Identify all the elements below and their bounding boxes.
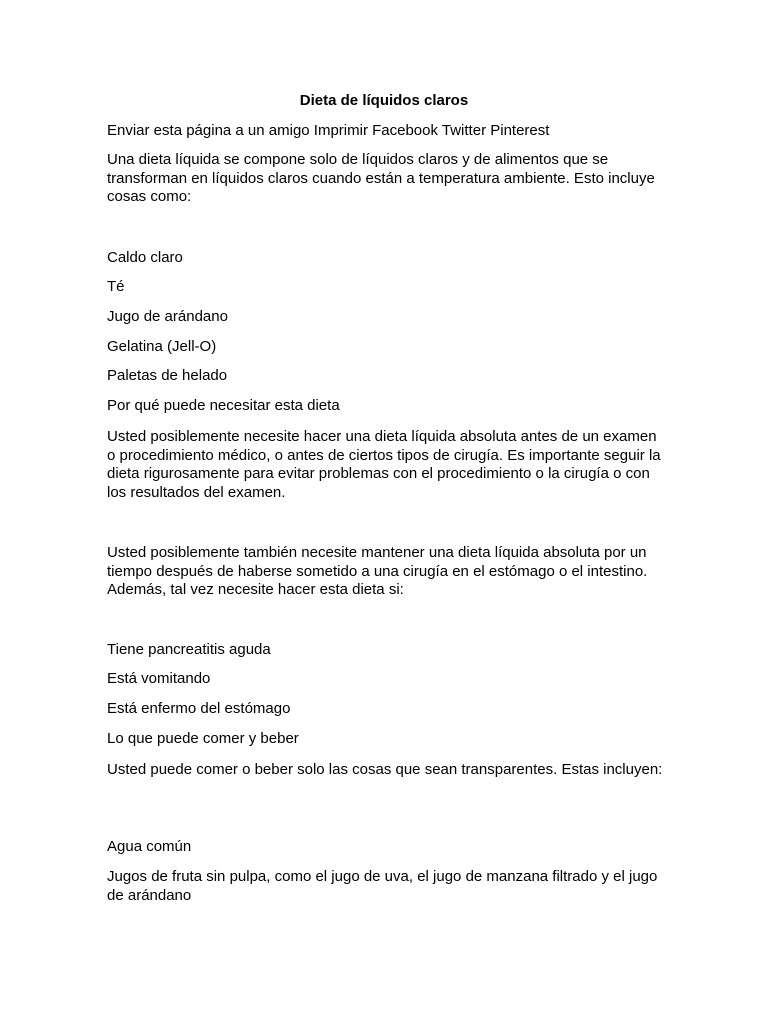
section-heading-why: Por qué puede necesitar esta dieta: [107, 397, 340, 414]
list-item: Gelatina (Jell-O): [107, 338, 217, 355]
list-item: Caldo claro: [107, 249, 183, 266]
share-line: Enviar esta página a un amigo Imprimir Facebook Twitter Pinterest: [107, 122, 550, 139]
list-item: Está enfermo del estómago: [107, 700, 291, 717]
section-heading-what: Lo que puede comer y beber: [107, 730, 299, 747]
intro-paragraph: Una dieta líquida se compone solo de líquidos claros y de alimentos que se transforman en líquidos claros cuando están a temperatura ambiente. Esto incluye cosas como:: [107, 151, 655, 205]
what-paragraph: Usted puede comer o beber solo las cosas que sean transparentes. Estas incluyen:: [107, 761, 663, 778]
list-item: Té: [107, 278, 125, 295]
list-item: Paletas de helado: [107, 367, 228, 384]
why-paragraph-2: Usted posiblemente también necesite mantener una dieta líquida absoluta por un tiempo después de haberse sometido a una cirugía en el estómago o el intestino. Además, tal vez necesite hacer esta dieta si:: [107, 544, 648, 598]
list-item: Tiene pancreatitis aguda: [107, 641, 271, 658]
page-title: Dieta de líquidos claros: [299, 92, 469, 109]
list-item: Jugo de arándano: [107, 308, 228, 325]
list-item: Jugos de fruta sin pulpa, como el jugo de uva, el jugo de manzana filtrado y el jugo de arándano: [107, 868, 658, 904]
why-paragraph-1: Usted posiblemente necesite hacer una dieta líquida absoluta antes de un examen o procedimiento médico, o antes de ciertos tipos de cirugía. Es importante seguir la dieta rigurosamente para evitar problemas con el procedimiento o la cirugía o con los resultados del examen.: [107, 428, 661, 501]
list-item: Está vomitando: [107, 670, 211, 687]
list-item: Agua común: [107, 838, 192, 855]
